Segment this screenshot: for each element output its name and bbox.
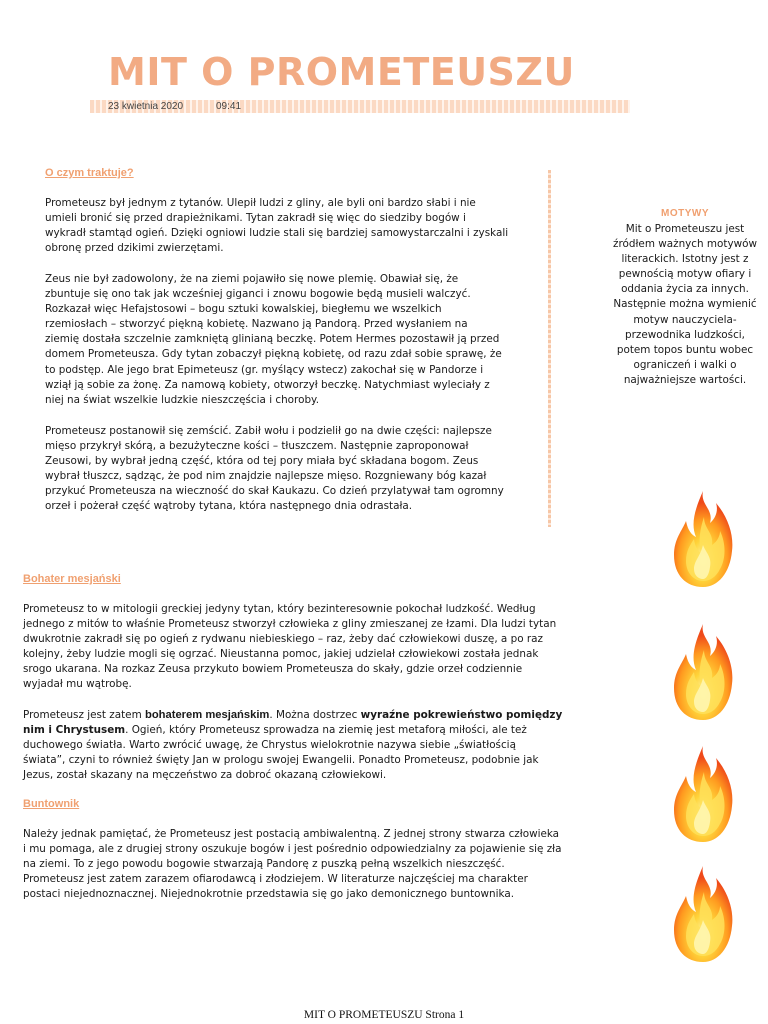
- paragraph: [45, 424, 504, 515]
- paragraph-line: świata”, czyni to również święty Jan w prologu swojej Ewangelii. Ponadto Prometeusz, podobnie jak: [23, 754, 539, 767]
- paragraph-line: Rozkazał więc Hefajstosowi – bogu sztuki kowalskiej, biegłemu we wszelkich: [45, 303, 442, 316]
- paragraph-line: umieli bronić się przed drapieżnikami. Tytan zakradł się więc do siedziby bogów i: [45, 212, 466, 225]
- paragraph: [45, 272, 502, 408]
- paragraph-line: Mit o Prometeuszu jest: [625, 223, 745, 235]
- column-divider: [548, 170, 551, 527]
- paragraph-line: i mu pomaga, ale z drugiej strony oszukuje bogów i jest pośrednio odpowiedzialny za pojawienie się zła: [23, 843, 562, 856]
- date-text: 23 kwietnia 2020: [108, 101, 184, 112]
- section-heading-buntownik: Buntownik: [23, 798, 80, 810]
- paragraph: [45, 196, 508, 256]
- text-run: . Ogień, który Prometeusz sprowadza na ziemię jest metaforą miłości, ale też: [125, 724, 527, 737]
- text-run: Prometeusz jest zatem: [23, 709, 146, 721]
- paragraph: [23, 708, 562, 783]
- flame-icon: [670, 862, 736, 964]
- paragraph-line: niej na świat wszelkie ludzkie nieszczęścia i choroby.: [45, 393, 320, 406]
- flame-icon: [670, 487, 736, 589]
- paragraph-line: potem topos buntu wobec: [616, 343, 754, 356]
- paragraph-line: orzeł i pożerał część wątroby tytana, która następnego dnia odrastała.: [45, 500, 413, 513]
- paragraph-line: domem Prometeusza. Gdy tytan zobaczył piękną kobietę, od razu zdał sobie sprawę, że: [45, 348, 502, 361]
- paragraph-line: zbuntuje się ono tak jak wcześniej giganci i znowu bogowie będą musieli walczyć.: [45, 288, 471, 301]
- paragraph: [23, 602, 556, 693]
- section-heading-bohater-mesjanski: Bohater mesjański: [23, 573, 121, 585]
- paragraph-line: Jezus, został skazany na męczeństwo za dobroć okazaną człowiekowi.: [23, 769, 387, 782]
- paragraph-line: jednego z mitów to właśnie Prometeusz stworzył człowieka z gliny zmieszanej ze łzami. Dla ludzi tytan: [23, 618, 557, 631]
- paragraph-line: [23, 723, 562, 738]
- text-run: . Można dostrzec: [269, 709, 361, 721]
- paragraph-line: Zeusowi, by wybrał jedną część, która od tej pory miała być składana bogom. Zeus: [45, 455, 479, 468]
- bold-phrase: wyraźne pokrewieństwo pomiędzy: [360, 709, 563, 721]
- paragraph-line: oddania życia za innych.: [621, 283, 749, 296]
- paragraph-line: Następnie można wymienić: [613, 298, 757, 311]
- paragraph-line: rzemiosłach – stworzyć piękną kobietę. Nazwano ją Pandorą. Przed wysłaniem na: [45, 318, 468, 331]
- paragraph-line: przykuć Prometeusza na wieczność do skał Kaukazu. Co dzień przylatywał tam ogromny: [45, 485, 504, 498]
- section-heading-o-czym-traktuje: O czym traktuje?: [45, 167, 134, 179]
- paragraph-line: dwukrotnie zakradł się po ogień z rydwanu niebieskiego – raz, żeby dać człowiekowi duszę, a po raz: [23, 633, 543, 646]
- paragraph-line: srogo ukarana. Na rozkaz Zeusa przykuto bowiem Prometeusza do skały, gdzie orzeł codziennie: [23, 663, 523, 676]
- bold-phrase: nim i Chrystusem: [23, 724, 126, 737]
- sidebar-text: [585, 222, 768, 388]
- flame-icon: [670, 742, 736, 844]
- paragraph-line: Prometeusz był jednym z tytanów. Ulepił ludzi z gliny, ale byli oni bardzo słabi i nie: [45, 197, 476, 209]
- document-title: MIT O PROMETEUSZU: [108, 50, 575, 94]
- paragraph-line: ograniczeń i walki o: [633, 358, 737, 371]
- paragraph: [23, 827, 562, 902]
- page-footer: MIT O PROMETEUSZU Strona 1: [303, 1009, 465, 1021]
- paragraph-line: wziął ją sobie za żonę. Za namową kobiety, otworzył beczkę. Natychmiast wyleciały z: [45, 378, 490, 391]
- paragraph-line: pewnością motyw ofiary i: [618, 268, 752, 281]
- bold-phrase: bohaterem mesjańskim: [145, 709, 270, 721]
- paragraph-line: obronę przed dzikimi zwierzętami.: [45, 242, 224, 255]
- paragraph-line: postaci niejednoznacznej. Niejednokrotnie przedstawia się go jako demonicznego buntownika.: [23, 888, 515, 901]
- paragraph-line: przewodnika ludzkości,: [625, 328, 745, 341]
- paragraph-line: Prometeusz jest zatem zarazem ofiarodawcą i złodziejem. W literaturze najczęściej ma charakter: [23, 873, 528, 886]
- paragraph-line: Prometeusz postanowił się zemścić. Zabił wołu i podzielił go na dwie części: najlepsze: [45, 425, 492, 437]
- paragraph-line: to podstęp. Ale jego brat Epimeteusz (gr. myślący wstecz) zakochał się w Pandorze i: [45, 363, 484, 376]
- paragraph-line: Zeus nie był zadowolony, że na ziemi pojawiło się nowe plemię. Obawiał się, że: [45, 273, 459, 285]
- paragraph-line: najważniejsze wartości.: [623, 373, 747, 386]
- paragraph-line: mięso przykrył skórą, a bezużyteczne kości – tłuszczem. Następnie zaproponował: [45, 440, 469, 453]
- time-text: 09:41: [216, 101, 242, 112]
- paragraph-line: [23, 708, 562, 723]
- paragraph-line: wyjadał mu wątrobę.: [23, 678, 132, 691]
- paragraph-line: wykradł stamtąd ogień. Dzięki ogniowi ludzie stali się bardziej samowystarczalni i zyskali: [45, 227, 509, 240]
- paragraph-line: źródłem ważnych motywów: [613, 238, 757, 251]
- paragraph-line: literackich. Istotny jest z: [621, 253, 749, 266]
- paragraph-line: Należy jednak pamiętać, że Prometeusz jest postacią ambiwalentną. Z jednej strony stwarza człowieka: [23, 828, 560, 840]
- sidebar-heading-motywy: MOTYWY: [661, 208, 709, 219]
- paragraph-line: kolejny, żeby ludzie mogli się ogrzać. Nieustanna pomoc, jakiej udzielał człowiekowi została jednak: [23, 648, 539, 661]
- flame-icon: [670, 620, 736, 722]
- paragraph-line: na ziemi. To z jego powodu bogowie stwarzają Pandorę z puszką pełną wszelkich nieszczęść.: [23, 858, 505, 871]
- paragraph-line: Prometeusz to w mitologii greckiej jedyny tytan, który bezinteresownie pokochał ludzkość. Według: [23, 603, 536, 615]
- paragraph-line: motyw nauczyciela-: [633, 313, 737, 326]
- paragraph-line: ziemię dostała szczelnie zamkniętą glinianą beczkę. Potem Hermes pozostawił ją przed: [45, 333, 500, 346]
- paragraph-line: duchowego światła. Warto zwrócić uwagę, że Chrystus wielokrotnie nazywa siebie „światłością: [23, 739, 516, 752]
- paragraph-line: wybrał tłuszcz, sądząc, że pod nim znajdzie najlepsze mięso. Rozgniewany bóg kazał: [45, 470, 487, 483]
